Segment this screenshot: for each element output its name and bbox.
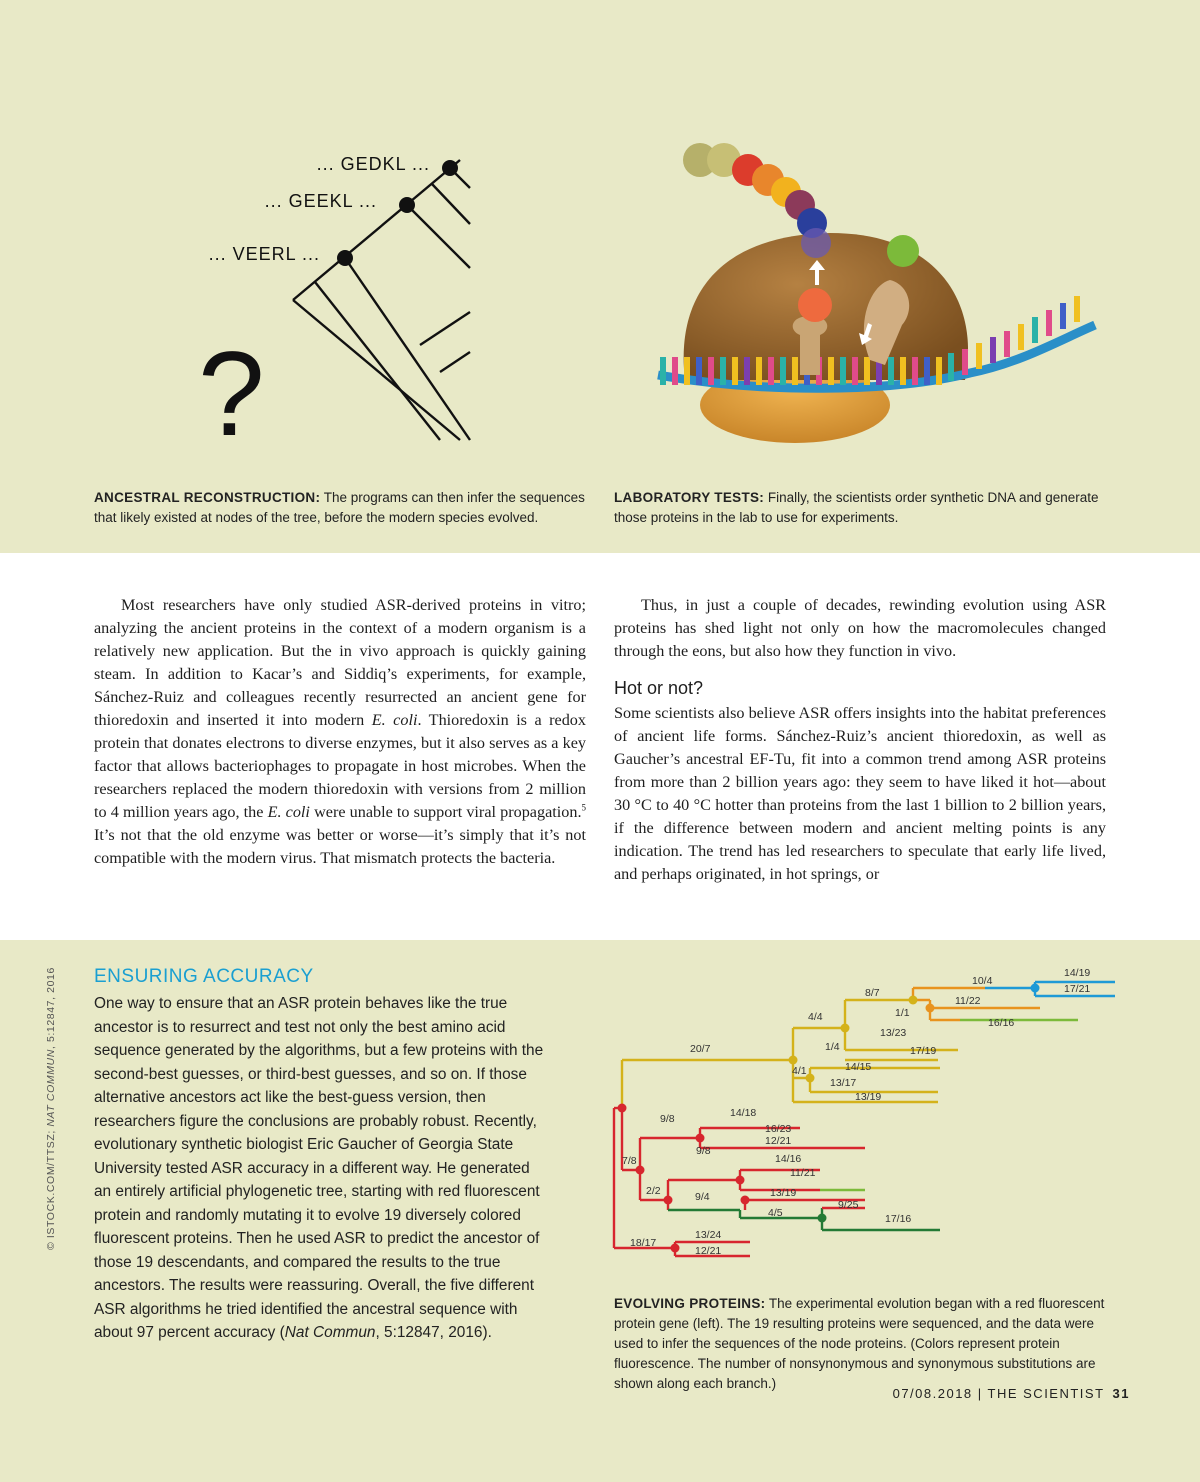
question-mark: ?: [198, 327, 265, 450]
tree-node: [736, 1176, 745, 1185]
branch-label: 13/19: [770, 1187, 797, 1199]
node-veerl: [337, 250, 353, 266]
branch-label: 9/8: [696, 1145, 711, 1157]
caption-text: The experimental evolution began with a red fluorescent protein gene (left). The 19 resulting proteins were sequenced, and the data were used to infer the sequences of the node proteins. (Colors represent protein fluorescence. The number of nonsynonymous and synonymous substitutions are shown along each branch.): [614, 1296, 1105, 1391]
branch-label: 11/22: [955, 995, 981, 1007]
branch-label: 16/16: [988, 1017, 1015, 1029]
branch-label: 4/5: [768, 1207, 783, 1219]
branch-label: 8/7: [865, 987, 880, 999]
caption-text: The programs can then infer the sequences that likely existed at nodes of the tree, before the modern species evolved.: [94, 490, 585, 525]
caption-label: ANCESTRAL RECONSTRUCTION:: [94, 490, 321, 505]
tree-node: [926, 1004, 935, 1013]
branch-label: 14/16: [775, 1153, 802, 1165]
branch-label: 13/17: [830, 1077, 857, 1089]
branch-label: 9/8: [660, 1113, 675, 1125]
branch-label: 4/1: [792, 1065, 807, 1077]
tree-node: [806, 1074, 815, 1083]
branch-label: 17/19: [910, 1045, 937, 1057]
sidebar-ensuring-accuracy: [94, 966, 544, 1345]
tree-node: [741, 1196, 750, 1205]
tree-node: [671, 1244, 680, 1253]
polypeptide-chain: [683, 143, 831, 258]
branch-label: 12/21: [765, 1135, 792, 1147]
branch-label: 14/18: [730, 1107, 757, 1119]
amino-acid-bound: [798, 288, 832, 322]
tree-node: [636, 1166, 645, 1175]
body-column-right: [614, 594, 1106, 886]
branch-label: 13/24: [695, 1229, 722, 1241]
page-number: 31: [1112, 1386, 1130, 1401]
sidebar-title: ENSURING ACCURACY: [94, 966, 314, 987]
branch-label: 4/4: [808, 1011, 823, 1023]
branch-label: 11/21: [790, 1167, 816, 1179]
image-credit: © ISTOCK.COM/TTSZ; NAT COMMUN, 5:12847, 2016: [45, 967, 57, 1250]
footnote-ref: 5: [581, 802, 586, 813]
node-geekl: [399, 197, 415, 213]
branch-label: 16/23: [765, 1123, 792, 1135]
branch-label: 1/1: [895, 1007, 910, 1019]
sidebar-text: One way to ensure that an ASR protein behaves like the true ancestor is to resurrect and test not only the best amino acid sequence generated by the algorithms, but a few proteins with the second-best guesses, or third-best guesses, and so on. If those alternative ancestors act like the best-guess version, then researchers figure the conclusions are probably robust. Recently, evolutionary synthetic biologist Eric Gaucher of Georgia State University tested ASR accuracy in a different way. He generated an entirely artificial phylogenetic tree, starting with red fluorescent protein and randomly mutating it to evolve 19 diversely colored fluorescent proteins. Then he used ASR to predict the ancestor of those 19 descendants, and compared the results to the true ancestors. The results were reassuring. Overall, the five different ASR algorithms he tried identified the ancestral sequence with about 97 percent accuracy (Nat Commun, 5:12847, 2016).: [94, 995, 544, 1341]
branch-label: 13/19: [855, 1091, 882, 1103]
branch-label: 1/4: [825, 1041, 840, 1053]
tree-node: [1031, 984, 1040, 993]
branch-label: 14/19: [1064, 967, 1091, 979]
branch-label: 12/21: [695, 1245, 722, 1257]
caption-laboratory-tests: [614, 488, 1114, 528]
caption-text: Finally, the scientists order synthetic DNA and generate those proteins in the lab to use for experiments.: [614, 490, 1099, 525]
section-subhead: Hot or not?: [614, 678, 704, 698]
branch-label: 18/17: [630, 1237, 657, 1249]
sequence-gedkl: ... GEDKL ...: [316, 154, 430, 174]
caption-label: EVOLVING PROTEINS:: [614, 1296, 766, 1311]
page-folio: [893, 1386, 1130, 1401]
branch-label: 7/8: [622, 1155, 637, 1167]
branch-label: 2/2: [646, 1185, 661, 1197]
branch-label: 10/4: [972, 975, 993, 987]
branch-label: 13/23: [880, 1027, 907, 1039]
branch-label: 9/4: [695, 1191, 710, 1203]
tree-node: [909, 996, 918, 1005]
tree-node: [664, 1196, 673, 1205]
ribosome-illustration: [640, 135, 1110, 455]
body-paragraph: Most researchers have only studied ASR-derived proteins in vitro; analyzing the ancient proteins in the context of a modern organism is a relatively new application. But the in vivo approach is quickly gaining steam. In addition to Kacar’s and Siddiq’s experiments, for example, Sánchez-Ruiz and colleagues recently resurrected an ancient gene for thioredoxin and inserted it into modern E. coli. Thioredoxin is a redox protein that donates electrons to diverse enzymes, but it also serves as a key factor that allows bacteriophages to propagate in host microbes. When the researchers replaced the modern thioredoxin with versions from 2 million to 4 million years ago, the E. coli were unable to support viral propagation.$^5$ It’s not that the old enzyme was better or worse—it’s simply that it’s not compatible with the modern virus. That mismatch protects the bacteria.: [94, 596, 586, 867]
body-paragraph: Thus, in just a couple of decades, rewinding evolution using ASR proteins has shed light not only on how the macromolecules changed through the eons, but also how they function in vivo.: [614, 596, 1106, 660]
branch-label: 9/25: [838, 1199, 859, 1211]
body-paragraph: Some scientists also believe ASR offers insights into the habitat preferences of ancient life forms. Sánchez-Ruiz’s ancient thioredoxin, as well as Gaucher’s ancestral EF-Tu, fit into a common trend among ASR proteins from more than 2 billion years ago: they seem to have liked it hot—about 30 °C to 40 °C hotter than proteins from the last 1 billion to 2 billion years, if the difference between modern and ancient melting points is any indication. The trend has led researchers to speculate that early life lived, and perhaps originated, in hot springs, or: [614, 704, 1106, 883]
tree-node: [789, 1056, 798, 1065]
body-column-left: [94, 594, 586, 870]
evolving-proteins-tree: [600, 960, 1140, 1260]
sequence-geekl: ... GEEKL ...: [264, 191, 377, 211]
node-gedkl: [442, 160, 458, 176]
tree-node: [818, 1214, 827, 1223]
branch-label: 20/7: [690, 1043, 711, 1055]
branch-label: 17/21: [1064, 983, 1091, 995]
branch-label: 17/16: [885, 1213, 912, 1225]
tree-node: [841, 1024, 850, 1033]
caption-label: LABORATORY TESTS:: [614, 490, 765, 505]
folio-text: 07/08.2018 | THE SCIENTIST: [892, 1386, 1105, 1401]
tree-node: [618, 1104, 627, 1113]
caption-ancestral-reconstruction: [94, 488, 594, 528]
caption-evolving-proteins: [614, 1294, 1114, 1394]
sequence-veerl: ... VEERL ...: [208, 244, 320, 264]
ancestral-tree-figure: [170, 140, 500, 450]
branch-label: 14/15: [845, 1061, 872, 1073]
amino-acid-incoming: [887, 235, 919, 267]
tree-node: [696, 1134, 705, 1143]
